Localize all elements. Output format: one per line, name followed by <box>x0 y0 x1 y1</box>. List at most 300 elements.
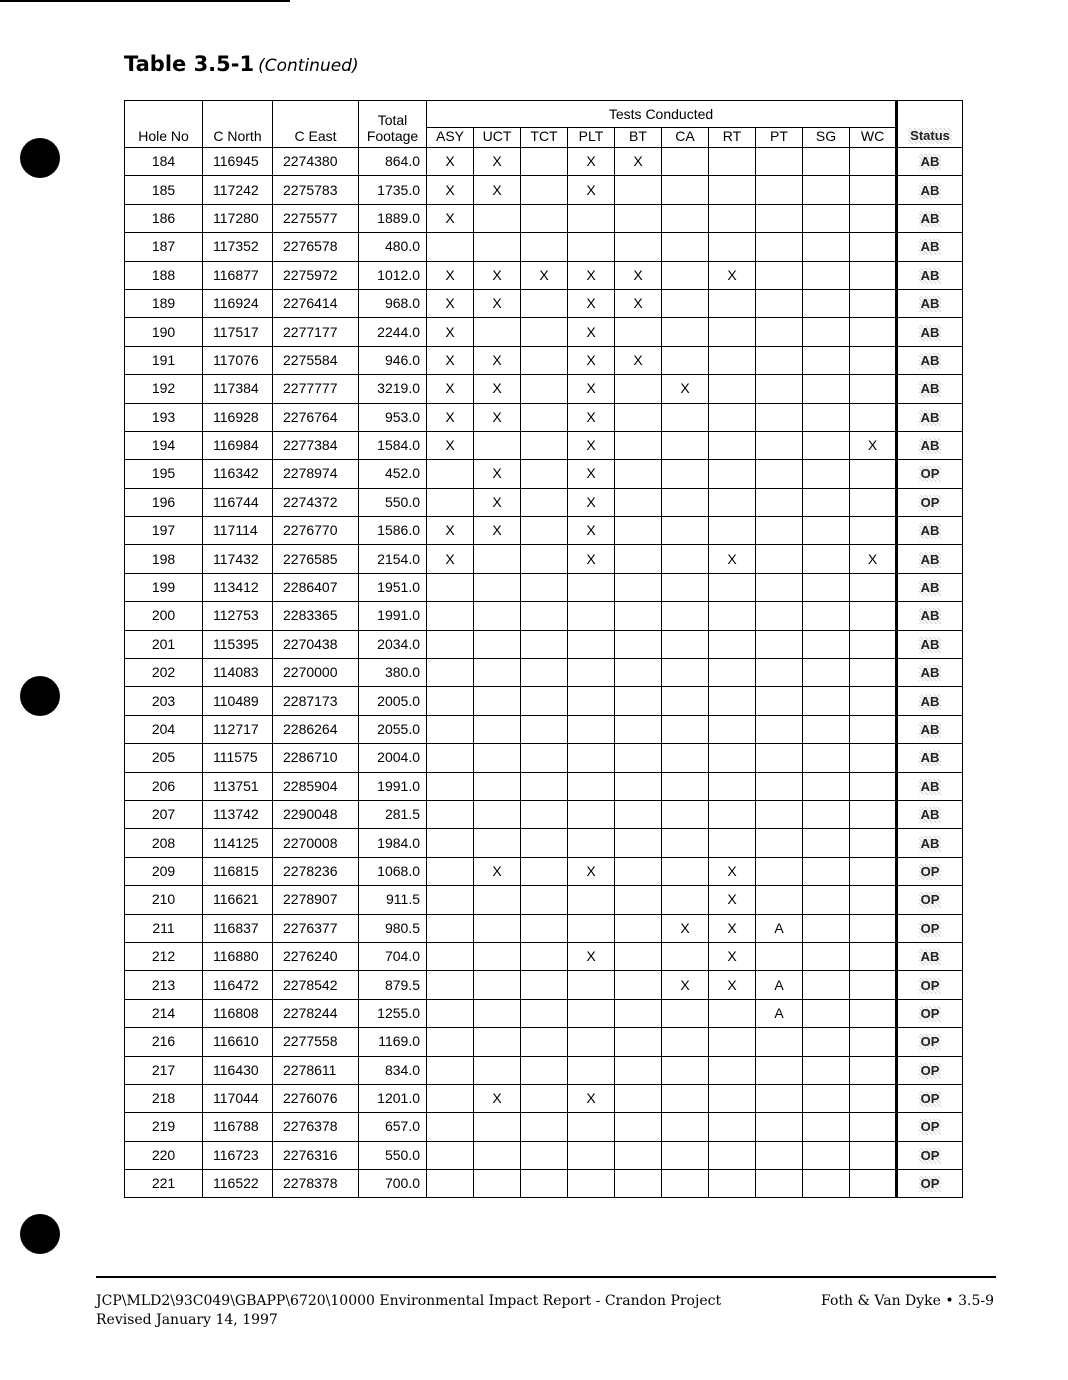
table-row <box>125 261 963 289</box>
cell-total-footage: 550.0 <box>359 488 427 516</box>
cell-total-footage: 1201.0 <box>359 1084 427 1112</box>
cell-test-bt <box>615 1170 662 1198</box>
cell-total-footage: 2004.0 <box>359 744 427 772</box>
cell-test-tct <box>521 1084 568 1112</box>
cell-test-rt <box>709 148 756 176</box>
cell-test-wc <box>850 659 897 687</box>
cell-test-wc <box>850 1056 897 1084</box>
cell-test-wc: X <box>850 545 897 573</box>
cell-c-north: 116621 <box>203 886 273 914</box>
cell-test-uct <box>474 1141 521 1169</box>
cell-test-ca <box>662 403 709 431</box>
table-row <box>125 857 963 885</box>
cell-test-rt <box>709 403 756 431</box>
cell-test-uct <box>474 829 521 857</box>
cell-test-ca <box>662 744 709 772</box>
cell-c-east: 2278611 <box>273 1056 359 1084</box>
cell-test-pt <box>756 602 803 630</box>
cell-c-north: 117352 <box>203 233 273 261</box>
cell-test-uct <box>474 886 521 914</box>
cell-test-tct <box>521 1028 568 1056</box>
table-title-main: Table 3.5-1 <box>124 52 255 76</box>
cell-test-uct: X <box>474 176 521 204</box>
cell-test-bt <box>615 204 662 232</box>
cell-test-ca <box>662 1141 709 1169</box>
cell-test-bt <box>615 233 662 261</box>
cell-test-pt <box>756 1056 803 1084</box>
cell-test-rt <box>709 1028 756 1056</box>
cell-test-sg <box>803 1056 850 1084</box>
cell-test-pt <box>756 1141 803 1169</box>
cell-test-wc <box>850 942 897 970</box>
cell-test-sg <box>803 545 850 573</box>
cell-test-rt <box>709 488 756 516</box>
cell-status: OP <box>897 914 963 942</box>
cell-test-asy <box>427 460 474 488</box>
cell-test-pt <box>756 375 803 403</box>
table-row <box>125 630 963 658</box>
cell-total-footage: 2154.0 <box>359 545 427 573</box>
table-row <box>125 1084 963 1112</box>
cell-status: AB <box>897 800 963 828</box>
cell-test-pt <box>756 630 803 658</box>
cell-test-tct <box>521 176 568 204</box>
cell-c-east: 2277384 <box>273 431 359 459</box>
cell-total-footage: 946.0 <box>359 346 427 374</box>
cell-test-bt <box>615 517 662 545</box>
cell-test-plt <box>568 914 615 942</box>
binder-hole-bottom <box>20 1214 60 1254</box>
cell-test-uct: X <box>474 517 521 545</box>
table-row <box>125 999 963 1027</box>
cell-test-asy <box>427 687 474 715</box>
cell-status: AB <box>897 148 963 176</box>
cell-hole-no: 199 <box>125 573 203 601</box>
table-row <box>125 375 963 403</box>
cell-test-pt <box>756 431 803 459</box>
cell-test-uct <box>474 942 521 970</box>
cell-test-tct <box>521 744 568 772</box>
cell-test-bt <box>615 1141 662 1169</box>
cell-test-wc <box>850 289 897 317</box>
cell-test-tct <box>521 630 568 658</box>
cell-test-bt: X <box>615 346 662 374</box>
cell-c-east: 2286264 <box>273 715 359 743</box>
cell-test-bt <box>615 715 662 743</box>
cell-test-rt <box>709 318 756 346</box>
cell-c-north: 113742 <box>203 800 273 828</box>
cell-test-tct <box>521 715 568 743</box>
cell-c-east: 2286710 <box>273 744 359 772</box>
cell-total-footage: 953.0 <box>359 403 427 431</box>
cell-test-sg <box>803 318 850 346</box>
cell-test-plt <box>568 602 615 630</box>
footer-right: Foth & Van Dyke • 3.5-9 <box>821 1293 994 1309</box>
cell-test-ca <box>662 346 709 374</box>
cell-test-wc <box>850 517 897 545</box>
cell-test-tct <box>521 233 568 261</box>
table-row <box>125 800 963 828</box>
header-test-tct: TCT <box>521 128 568 148</box>
cell-c-north: 115395 <box>203 630 273 658</box>
cell-test-uct <box>474 687 521 715</box>
table-body <box>125 148 963 1198</box>
binder-hole-top <box>20 138 60 178</box>
cell-test-rt: X <box>709 971 756 999</box>
cell-test-asy <box>427 886 474 914</box>
cell-status: OP <box>897 1084 963 1112</box>
cell-hole-no: 195 <box>125 460 203 488</box>
cell-test-bt <box>615 1028 662 1056</box>
cell-test-sg <box>803 829 850 857</box>
cell-c-east: 2276378 <box>273 1113 359 1141</box>
cell-test-tct <box>521 999 568 1027</box>
cell-test-plt: X <box>568 460 615 488</box>
cell-test-bt <box>615 630 662 658</box>
cell-test-asy <box>427 1084 474 1112</box>
header-test-bt: BT <box>615 128 662 148</box>
drill-hole-table <box>124 100 963 1198</box>
cell-test-pt <box>756 488 803 516</box>
table-row <box>125 971 963 999</box>
cell-test-asy <box>427 999 474 1027</box>
cell-test-tct <box>521 431 568 459</box>
table-row <box>125 545 963 573</box>
cell-test-ca <box>662 1170 709 1198</box>
cell-test-pt: A <box>756 914 803 942</box>
cell-c-east: 2276076 <box>273 1084 359 1112</box>
cell-test-wc <box>850 176 897 204</box>
cell-c-north: 116723 <box>203 1141 273 1169</box>
cell-test-bt <box>615 176 662 204</box>
cell-test-asy <box>427 488 474 516</box>
cell-status: AB <box>897 630 963 658</box>
cell-test-tct <box>521 289 568 317</box>
cell-hole-no: 184 <box>125 148 203 176</box>
cell-test-sg <box>803 772 850 800</box>
cell-hole-no: 213 <box>125 971 203 999</box>
cell-c-east: 2276578 <box>273 233 359 261</box>
cell-test-plt: X <box>568 403 615 431</box>
cell-test-plt: X <box>568 517 615 545</box>
cell-test-plt: X <box>568 375 615 403</box>
cell-test-bt <box>615 1113 662 1141</box>
header-c-east: C East <box>273 101 359 148</box>
cell-test-plt: X <box>568 346 615 374</box>
cell-test-pt <box>756 687 803 715</box>
cell-c-east: 2278542 <box>273 971 359 999</box>
cell-test-asy <box>427 233 474 261</box>
table-row <box>125 573 963 601</box>
cell-test-tct <box>521 829 568 857</box>
cell-c-east: 2277777 <box>273 375 359 403</box>
cell-test-pt <box>756 744 803 772</box>
cell-c-east: 2274372 <box>273 488 359 516</box>
cell-hole-no: 190 <box>125 318 203 346</box>
cell-test-wc <box>850 829 897 857</box>
cell-test-sg <box>803 687 850 715</box>
cell-hole-no: 194 <box>125 431 203 459</box>
cell-test-asy: X <box>427 148 474 176</box>
table-row <box>125 1141 963 1169</box>
cell-total-footage: 2244.0 <box>359 318 427 346</box>
cell-c-north: 117076 <box>203 346 273 374</box>
cell-test-uct <box>474 999 521 1027</box>
cell-test-uct: X <box>474 488 521 516</box>
cell-test-wc <box>850 1170 897 1198</box>
cell-test-rt <box>709 289 756 317</box>
cell-c-east: 2275577 <box>273 204 359 232</box>
cell-total-footage: 1984.0 <box>359 829 427 857</box>
cell-test-asy: X <box>427 176 474 204</box>
cell-test-uct <box>474 971 521 999</box>
cell-test-wc <box>850 460 897 488</box>
cell-test-wc <box>850 602 897 630</box>
cell-c-north: 117114 <box>203 517 273 545</box>
cell-test-pt: A <box>756 971 803 999</box>
cell-test-wc <box>850 375 897 403</box>
cell-total-footage: 657.0 <box>359 1113 427 1141</box>
cell-total-footage: 3219.0 <box>359 375 427 403</box>
cell-test-tct <box>521 517 568 545</box>
cell-test-bt <box>615 573 662 601</box>
cell-total-footage: 1068.0 <box>359 857 427 885</box>
cell-test-wc <box>850 999 897 1027</box>
cell-test-ca <box>662 800 709 828</box>
cell-test-wc <box>850 1084 897 1112</box>
cell-test-asy: X <box>427 517 474 545</box>
cell-test-uct <box>474 204 521 232</box>
cell-test-plt: X <box>568 176 615 204</box>
cell-c-north: 114125 <box>203 829 273 857</box>
cell-test-sg <box>803 659 850 687</box>
cell-test-sg <box>803 289 850 317</box>
table-row <box>125 148 963 176</box>
cell-test-wc <box>850 886 897 914</box>
cell-test-sg <box>803 1028 850 1056</box>
cell-test-rt <box>709 431 756 459</box>
cell-test-rt <box>709 630 756 658</box>
cell-test-wc <box>850 233 897 261</box>
cell-test-sg <box>803 233 850 261</box>
cell-c-east: 2276240 <box>273 942 359 970</box>
cell-c-east: 2277558 <box>273 1028 359 1056</box>
cell-test-pt <box>756 573 803 601</box>
cell-hole-no: 202 <box>125 659 203 687</box>
cell-test-uct <box>474 1028 521 1056</box>
cell-test-pt <box>756 1028 803 1056</box>
cell-test-ca <box>662 545 709 573</box>
cell-status: OP <box>897 1141 963 1169</box>
cell-test-uct <box>474 800 521 828</box>
cell-test-ca <box>662 573 709 601</box>
cell-c-east: 2277177 <box>273 318 359 346</box>
cell-test-wc <box>850 488 897 516</box>
cell-test-bt <box>615 999 662 1027</box>
cell-test-bt <box>615 602 662 630</box>
cell-status: AB <box>897 375 963 403</box>
cell-test-sg <box>803 346 850 374</box>
cell-test-asy <box>427 914 474 942</box>
cell-test-wc <box>850 914 897 942</box>
cell-c-east: 2290048 <box>273 800 359 828</box>
cell-test-bt <box>615 1056 662 1084</box>
cell-test-sg <box>803 715 850 743</box>
cell-test-sg <box>803 488 850 516</box>
cell-test-asy <box>427 829 474 857</box>
cell-test-tct <box>521 772 568 800</box>
cell-status: AB <box>897 687 963 715</box>
cell-test-plt <box>568 204 615 232</box>
cell-test-rt: X <box>709 886 756 914</box>
cell-hole-no: 219 <box>125 1113 203 1141</box>
table-row <box>125 602 963 630</box>
cell-test-tct <box>521 204 568 232</box>
cell-test-plt <box>568 573 615 601</box>
cell-status: OP <box>897 1056 963 1084</box>
cell-status: AB <box>897 602 963 630</box>
cell-test-bt: X <box>615 261 662 289</box>
cell-total-footage: 704.0 <box>359 942 427 970</box>
cell-test-uct <box>474 573 521 601</box>
cell-test-wc <box>850 971 897 999</box>
cell-test-uct: X <box>474 375 521 403</box>
cell-total-footage: 911.5 <box>359 886 427 914</box>
cell-test-wc <box>850 715 897 743</box>
cell-test-plt <box>568 659 615 687</box>
cell-test-asy <box>427 1170 474 1198</box>
cell-test-ca <box>662 488 709 516</box>
cell-test-ca <box>662 233 709 261</box>
cell-c-north: 114083 <box>203 659 273 687</box>
cell-test-asy: X <box>427 289 474 317</box>
cell-hole-no: 207 <box>125 800 203 828</box>
cell-test-sg <box>803 375 850 403</box>
cell-test-tct <box>521 886 568 914</box>
cell-test-pt <box>756 403 803 431</box>
cell-test-rt <box>709 1170 756 1198</box>
cell-total-footage: 1586.0 <box>359 517 427 545</box>
cell-test-tct <box>521 942 568 970</box>
cell-test-plt: X <box>568 318 615 346</box>
cell-status: OP <box>897 1113 963 1141</box>
cell-test-ca <box>662 204 709 232</box>
cell-total-footage: 1951.0 <box>359 573 427 601</box>
cell-test-pt <box>756 942 803 970</box>
cell-test-pt <box>756 261 803 289</box>
cell-test-pt <box>756 772 803 800</box>
cell-test-wc <box>850 148 897 176</box>
cell-c-north: 111575 <box>203 744 273 772</box>
cell-hole-no: 196 <box>125 488 203 516</box>
cell-c-north: 117517 <box>203 318 273 346</box>
cell-test-sg <box>803 431 850 459</box>
cell-test-bt <box>615 829 662 857</box>
cell-test-uct <box>474 318 521 346</box>
cell-test-asy <box>427 1028 474 1056</box>
cell-total-footage: 1169.0 <box>359 1028 427 1056</box>
cell-test-rt <box>709 999 756 1027</box>
cell-test-rt <box>709 687 756 715</box>
cell-status: OP <box>897 971 963 999</box>
cell-hole-no: 193 <box>125 403 203 431</box>
table-row <box>125 687 963 715</box>
cell-test-plt <box>568 800 615 828</box>
cell-test-plt <box>568 1028 615 1056</box>
cell-test-bt <box>615 375 662 403</box>
cell-test-ca <box>662 659 709 687</box>
cell-test-rt <box>709 204 756 232</box>
cell-c-north: 116924 <box>203 289 273 317</box>
cell-c-north: 116837 <box>203 914 273 942</box>
cell-test-asy: X <box>427 318 474 346</box>
cell-test-tct <box>521 573 568 601</box>
cell-test-wc <box>850 772 897 800</box>
cell-c-north: 116880 <box>203 942 273 970</box>
cell-test-tct <box>521 148 568 176</box>
cell-test-asy <box>427 573 474 601</box>
cell-test-ca <box>662 1084 709 1112</box>
cell-test-rt: X <box>709 942 756 970</box>
cell-test-plt <box>568 971 615 999</box>
cell-test-wc <box>850 346 897 374</box>
cell-test-ca: X <box>662 375 709 403</box>
cell-total-footage: 700.0 <box>359 1170 427 1198</box>
cell-test-ca <box>662 318 709 346</box>
header-total-footage: Total Footage <box>359 101 427 148</box>
cell-test-uct: X <box>474 148 521 176</box>
cell-c-north: 112717 <box>203 715 273 743</box>
cell-c-north: 116430 <box>203 1056 273 1084</box>
cell-test-pt <box>756 1113 803 1141</box>
table-row <box>125 431 963 459</box>
cell-test-plt <box>568 233 615 261</box>
cell-test-ca <box>662 176 709 204</box>
table-row <box>125 772 963 800</box>
cell-test-plt: X <box>568 1084 615 1112</box>
cell-test-uct: X <box>474 403 521 431</box>
cell-hole-no: 188 <box>125 261 203 289</box>
header-test-uct: UCT <box>474 128 521 148</box>
cell-test-bt: X <box>615 289 662 317</box>
cell-test-bt <box>615 886 662 914</box>
cell-test-pt <box>756 346 803 374</box>
cell-status: AB <box>897 176 963 204</box>
cell-test-plt: X <box>568 261 615 289</box>
cell-test-wc <box>850 687 897 715</box>
cell-c-east: 2270438 <box>273 630 359 658</box>
cell-test-bt <box>615 744 662 772</box>
cell-test-ca <box>662 460 709 488</box>
cell-total-footage: 1584.0 <box>359 431 427 459</box>
cell-test-plt <box>568 1056 615 1084</box>
cell-test-pt <box>756 148 803 176</box>
cell-test-pt <box>756 204 803 232</box>
cell-total-footage: 2055.0 <box>359 715 427 743</box>
cell-test-pt <box>756 829 803 857</box>
footer-left <box>96 1292 721 1330</box>
cell-test-plt: X <box>568 857 615 885</box>
cell-test-uct <box>474 602 521 630</box>
cell-status: AB <box>897 829 963 857</box>
cell-c-north: 116610 <box>203 1028 273 1056</box>
cell-test-rt: X <box>709 261 756 289</box>
cell-test-tct <box>521 914 568 942</box>
cell-status: AB <box>897 318 963 346</box>
cell-hole-no: 210 <box>125 886 203 914</box>
cell-test-ca <box>662 517 709 545</box>
cell-test-wc <box>850 403 897 431</box>
